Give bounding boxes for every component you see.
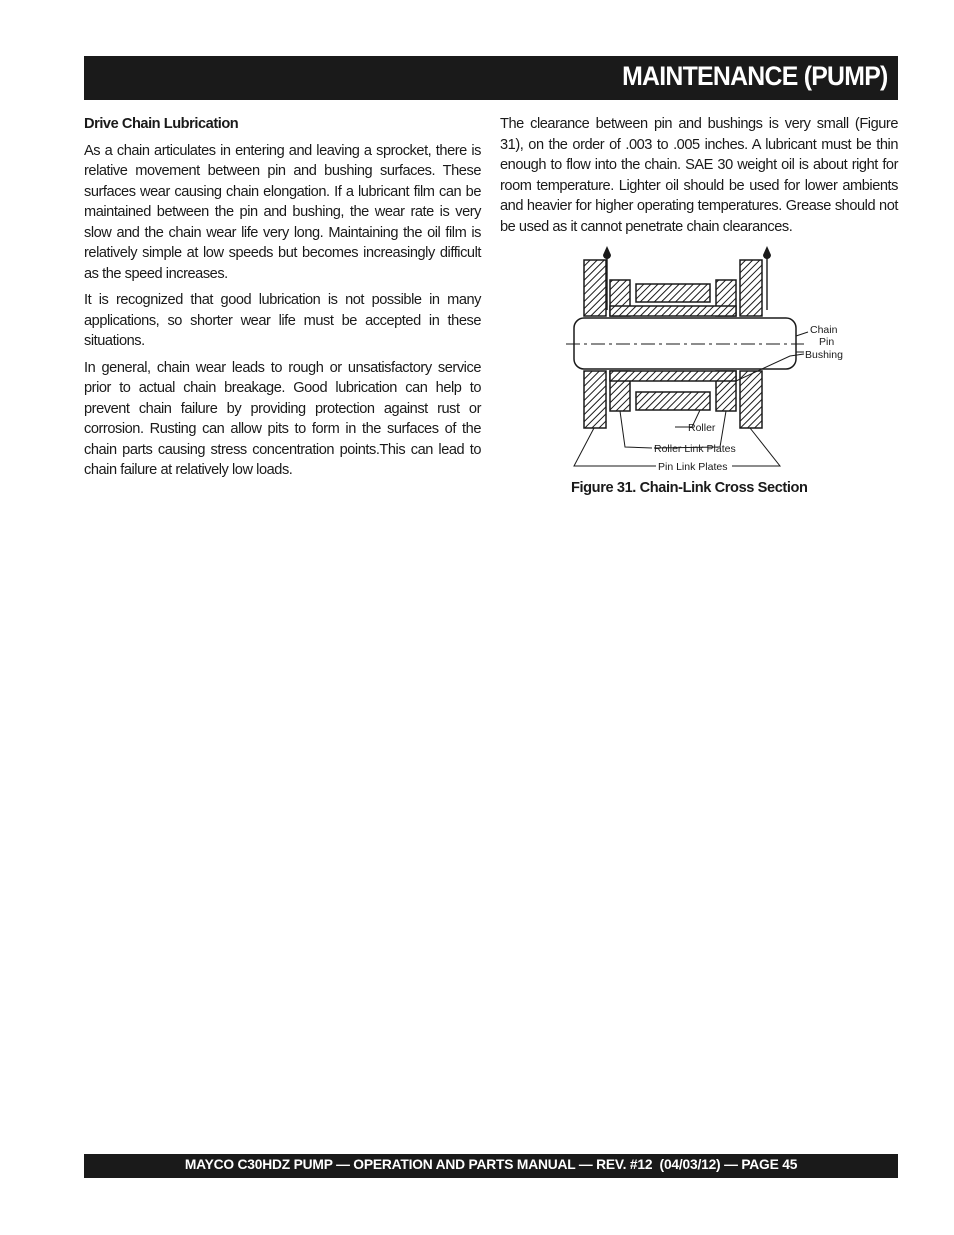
bushing-bottom xyxy=(610,371,736,381)
bushing-top xyxy=(610,306,736,316)
oil-drop-icon xyxy=(603,246,611,259)
left-column xyxy=(84,114,481,487)
page-title: MAINTENANCE (PUMP) xyxy=(622,61,888,91)
footer-text: MAYCO C30HDZ PUMP — OPERATION AND PARTS MANUAL — REV. #12 (04/03/12) — PAGE 45 xyxy=(184,1157,798,1172)
paragraph: As a chain articulates in entering and leaving a sprocket, there is relative movement between pin and bushing surfaces. These surfaces wear causing chain elongation. If a lubricant film can be maintained between the pin and bushing, the wear rate is very slow and the chain wear life very long. Maintaining the oil film is relatively simple at low speeds but becomes increasingly difficult as the speed increases. xyxy=(84,142,481,282)
pin-link-plate-right-bottom xyxy=(740,371,762,428)
paragraph: The clearance between pin and bushings is very small (Figure 31), on the order of .003 to .005 inches. A lubricant must be thin enough to flow into the chain. SAE 30 weight oil is about right for room temperature. Lighter oil should be used for lower ambients and heavier for higher operating temperatures. Grease should not be used as it cannot penetrate chain clearances. xyxy=(500,116,898,235)
pin-link-plate-left-bottom xyxy=(584,371,606,428)
label-roller-link-plates: Roller Link Plates xyxy=(654,443,736,455)
page-footer xyxy=(84,1154,898,1178)
right-column xyxy=(500,114,898,243)
label-bushing: Bushing xyxy=(805,349,843,361)
roller-top xyxy=(636,284,710,302)
section-heading: Drive Chain Lubrication xyxy=(84,116,239,132)
label-pin: Pin xyxy=(819,336,835,348)
chain-link-figure xyxy=(560,240,860,476)
pin-link-plate-right-top xyxy=(740,260,762,316)
label-chain: Chain xyxy=(810,324,838,336)
paragraph: It is recognized that good lubrication is not possible in many applications, so shorter wear life must be accepted in these situations. xyxy=(84,292,481,349)
pin-link-plate-left-top xyxy=(584,260,606,316)
label-pin-link-plates: Pin Link Plates xyxy=(658,461,728,473)
oil-drop-icon xyxy=(763,246,771,259)
label-roller: Roller xyxy=(688,422,716,434)
page-header xyxy=(84,56,898,100)
roller-bottom xyxy=(636,392,710,410)
chain-link-cross-section-diagram xyxy=(560,240,860,476)
paragraph: In general, chain wear leads to rough or unsatisfactory service prior to actual chain breakage. Good lubrication can help to prevent chain failure by providing protection against rust or corrosion. Rusting can allow pits to form in the surfaces of the chain parts causing stress concentration points.This can lead to chain failure at relatively low loads. xyxy=(84,359,481,478)
figure-caption: Figure 31. Chain-Link Cross Section xyxy=(571,480,808,496)
